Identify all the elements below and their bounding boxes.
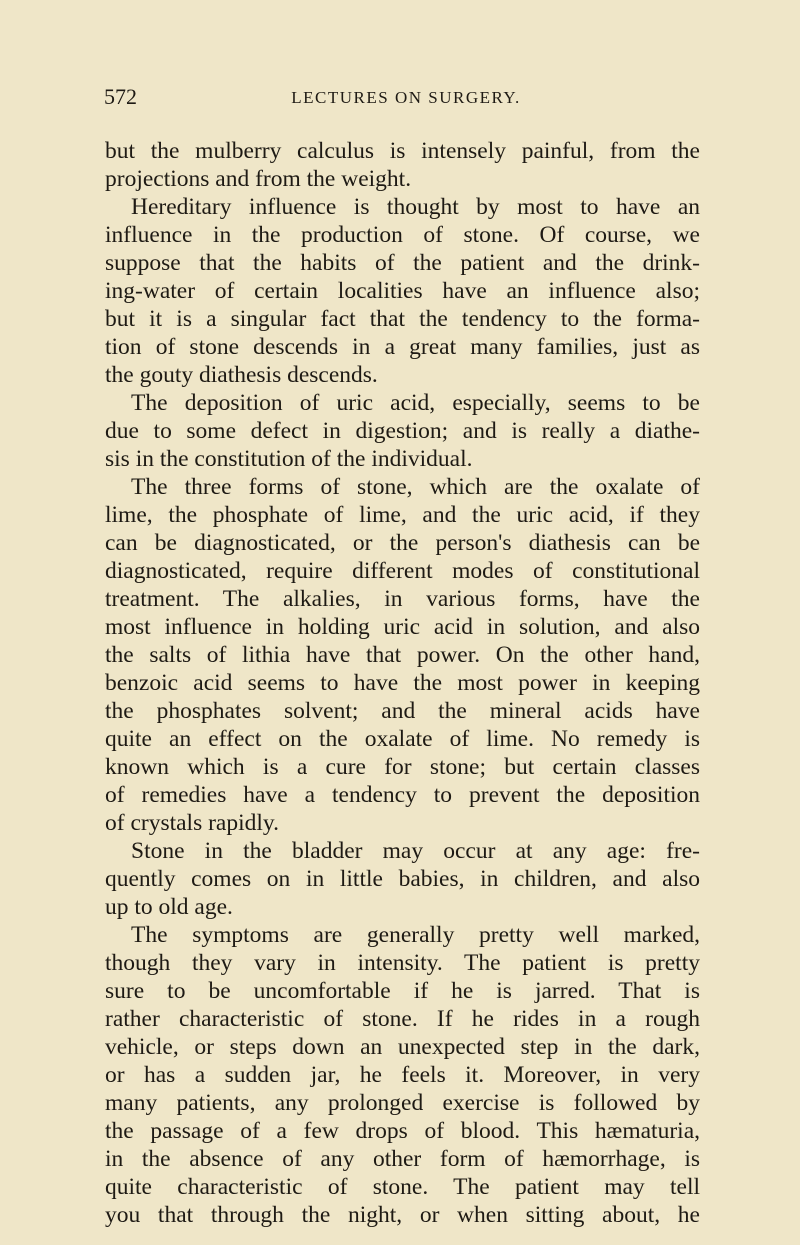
paragraph	[105, 193, 700, 389]
text-line: quite characteristic of stone. The patient may tell	[105, 1174, 700, 1200]
text-line: of remedies have a tendency to prevent the deposition	[105, 782, 700, 808]
text-line: vehicle, or steps down an unexpected step in the dark,	[105, 1034, 700, 1060]
text-line: known which is a cure for stone; but certain classes	[105, 754, 700, 780]
text-line: lime, the phosphate of lime, and the uric acid, if they	[105, 502, 700, 528]
page-number: 572	[104, 84, 137, 109]
text-line: quite an effect on the oxalate of lime. No remedy is	[105, 726, 700, 752]
text-line: most influence in holding uric acid in solution, and also	[105, 614, 700, 640]
text-line: many patients, any prolonged exercise is followed by	[105, 1090, 700, 1116]
text-line: the gouty diathesis descends.	[105, 362, 378, 388]
text-line: sis in the constitution of the individual.	[105, 446, 473, 472]
text-line: Stone in the bladder may occur at any age: fre-	[131, 838, 700, 864]
text-line: you that through the night, or when sitting about, he	[105, 1202, 700, 1228]
text-line: but the mulberry calculus is intensely painful, from the	[105, 138, 700, 164]
text-line: quently comes on in little babies, in children, and also	[105, 866, 700, 892]
text-line: projections and from the weight.	[105, 166, 412, 192]
text-line: sure to be uncomfortable if he is jarred. That is	[105, 978, 700, 1004]
text-line: The three forms of stone, which are the oxalate of	[131, 474, 700, 500]
paragraph	[105, 389, 700, 473]
paragraph	[105, 473, 700, 837]
text-line: due to some defect in digestion; and is really a diathe-	[105, 418, 700, 444]
text-line: the passage of a few drops of blood. This hæmaturia,	[105, 1118, 700, 1144]
paragraph	[105, 921, 700, 1229]
running-title: LECTURES ON SURGERY.	[291, 88, 521, 107]
text-line: can be diagnosticated, or the person's diathesis can be	[105, 530, 700, 556]
text-line: in the absence of any other form of hæmorrhage, is	[105, 1146, 700, 1172]
text-line: rather characteristic of stone. If he rides in a rough	[105, 1006, 700, 1032]
text-line: the phosphates solvent; and the mineral acids have	[105, 698, 700, 724]
text-line: influence in the production of stone. Of course, we	[105, 222, 700, 248]
text-line: suppose that the habits of the patient and the drink-	[105, 250, 700, 276]
text-line: the salts of lithia have that power. On the other hand,	[105, 642, 700, 668]
paragraph	[105, 837, 700, 921]
text-line: The symptoms are generally pretty well marked,	[131, 922, 700, 948]
text-line: but it is a singular fact that the tendency to the forma-	[105, 306, 700, 332]
text-line: tion of stone descends in a great many families, just as	[105, 334, 700, 360]
text-line: though they vary in intensity. The patient is pretty	[105, 950, 700, 976]
text-line: benzoic acid seems to have the most power in keeping	[105, 670, 700, 696]
text-line: Hereditary influence is thought by most to have an	[131, 194, 700, 220]
text-line: treatment. The alkalies, in various forms, have the	[105, 586, 700, 612]
text-line: The deposition of uric acid, especially, seems to be	[131, 390, 700, 416]
text-line: up to old age.	[105, 894, 233, 920]
body-text	[105, 137, 700, 1229]
text-line: of crystals rapidly.	[105, 810, 280, 836]
text-line: or has a sudden jar, he feels it. Moreover, in very	[105, 1062, 700, 1088]
text-line: diagnosticated, require different modes of constitutional	[105, 558, 700, 584]
paragraph	[105, 137, 700, 193]
text-line: ing-water of certain localities have an influence also;	[105, 278, 700, 304]
